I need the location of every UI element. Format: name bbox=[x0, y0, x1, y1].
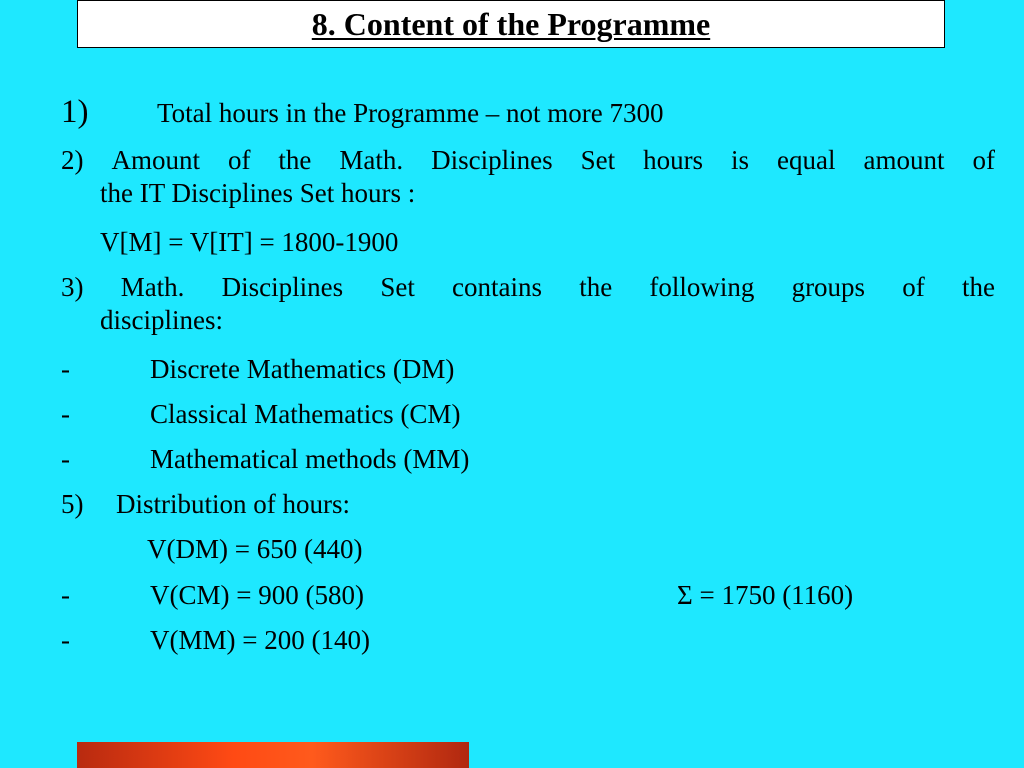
distribution-cm: V(CM) = 900 (580) bbox=[150, 580, 364, 610]
justified-word: Math. bbox=[339, 145, 404, 175]
item-1-number: 1) bbox=[61, 94, 89, 130]
group-bullet: - bbox=[61, 399, 70, 429]
distribution-mm: V(MM) = 200 (140) bbox=[150, 625, 370, 655]
slide-title: 8. Content of the Programme bbox=[311, 5, 711, 42]
distribution-bullet: - bbox=[61, 580, 70, 610]
group-item-cm: Classical Mathematics (CM) bbox=[150, 399, 461, 429]
justified-word: 2) bbox=[61, 145, 84, 175]
group-item-mm: Mathematical methods (MM) bbox=[150, 444, 470, 474]
group-bullet: - bbox=[61, 354, 70, 384]
item-1-text: Total hours in the Programme – not more 7300 bbox=[157, 98, 664, 128]
item-3-first-line bbox=[61, 271, 995, 304]
justified-word: of bbox=[227, 145, 251, 175]
justified-word: the bbox=[278, 145, 312, 175]
justified-word: hours bbox=[643, 145, 704, 175]
item-2 bbox=[61, 144, 995, 210]
justified-word: Math. bbox=[120, 272, 185, 302]
distribution-dm: V(DM) = 650 (440) bbox=[147, 534, 363, 564]
justified-word: Disciplines bbox=[431, 145, 553, 175]
group-bullet: - bbox=[61, 444, 70, 474]
item-2-first-line bbox=[61, 144, 995, 177]
justified-word: equal bbox=[777, 145, 836, 175]
item-5-text: Distribution of hours: bbox=[116, 489, 350, 519]
item-5-number: 5) bbox=[61, 489, 84, 519]
group-item-dm: Discrete Mathematics (DM) bbox=[150, 354, 455, 384]
justified-word: contains bbox=[452, 272, 542, 302]
justified-word: amount bbox=[863, 145, 945, 175]
justified-word: the bbox=[579, 272, 613, 302]
justified-word: Set bbox=[580, 145, 616, 175]
item-3 bbox=[61, 271, 995, 337]
justified-word: following bbox=[649, 272, 755, 302]
justified-word: the bbox=[961, 272, 995, 302]
justified-word: groups bbox=[791, 272, 866, 302]
item-2-continuation: the IT Disciplines Set hours : bbox=[100, 178, 416, 208]
formula-v: V[M] = V[IT] = 1800-1900 bbox=[100, 227, 399, 257]
justified-word: 3) bbox=[61, 272, 84, 302]
distribution-sum: Σ = 1750 (1160) bbox=[677, 580, 854, 610]
justified-word: Amount bbox=[111, 145, 200, 175]
justified-word: of bbox=[972, 145, 995, 175]
distribution-bullet: - bbox=[61, 625, 70, 655]
justified-word: Set bbox=[380, 272, 415, 302]
justified-word: is bbox=[731, 145, 750, 175]
accent-bar bbox=[77, 742, 469, 768]
justified-word: Disciplines bbox=[221, 272, 344, 302]
justified-word: of bbox=[902, 272, 925, 302]
item-3-continuation: disciplines: bbox=[100, 305, 223, 335]
title-box bbox=[77, 0, 945, 48]
